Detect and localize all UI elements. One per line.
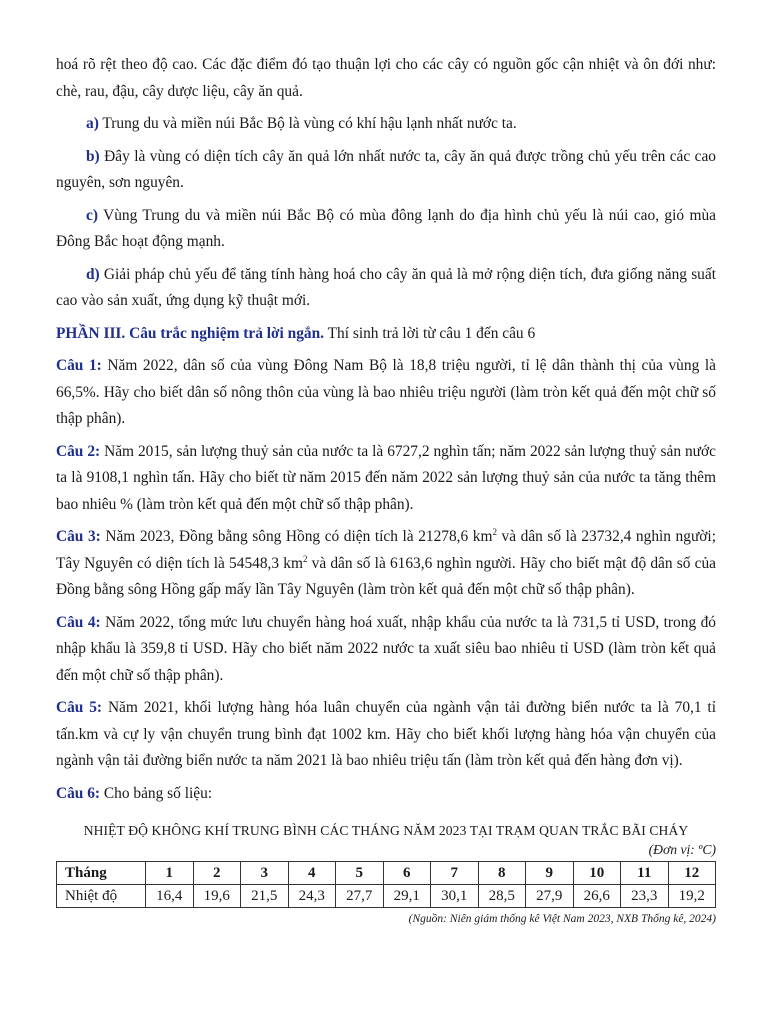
temperature-cell: 27,9 — [526, 885, 574, 908]
month-cell: 1 — [146, 862, 194, 885]
statement-c — [56, 203, 716, 256]
question-6 — [56, 781, 716, 808]
question-2 — [56, 439, 716, 519]
statement-label: d) — [86, 265, 100, 283]
statement-b — [56, 144, 716, 197]
question-5 — [56, 695, 716, 775]
superscript: 2 — [492, 526, 497, 537]
statement-label: b) — [86, 147, 100, 165]
month-cell: 7 — [431, 862, 479, 885]
intro-paragraph: hoá rõ rệt theo độ cao. Các đặc điểm đó tạo thuận lợi cho các cây có nguồn gốc cận nhiệt và ôn đới như: chè, rau, đậu, cây dược liệu, cây ăn quả. — [56, 56, 716, 100]
question-label: Câu 4: — [56, 613, 101, 631]
question-4 — [56, 610, 716, 690]
question-text: Năm 2023, Đồng bằng sông Hồng có diện tích là 21278,6 km — [105, 528, 493, 545]
table-title: NHIỆT ĐỘ KHÔNG KHÍ TRUNG BÌNH CÁC THÁNG NĂM 2023 TẠI TRẠM QUAN TRẮC BÃI CHÁY — [83, 823, 689, 838]
question-text: Năm 2022, tổng mức lưu chuyển hàng hoá xuất, nhập khẩu của nước ta là 731,5 tỉ USD, trong đó nhập khẩu là 359,8 tỉ USD. Hãy cho biết năm 2022 nước ta xuất siêu bao nhiêu tỉ USD (làm tròn kết quả đến một chữ số thập phân). — [56, 613, 716, 684]
statement-text: Vùng Trung du và miền núi Bắc Bộ có mùa đông lạnh do địa hình chủ yếu là núi cao, gió mùa Đông Bắc hoạt động mạnh. — [56, 206, 716, 250]
temperature-cell: 26,6 — [573, 885, 621, 908]
question-label: Câu 5: — [56, 699, 103, 716]
question-text: Cho bảng số liệu: — [103, 784, 213, 802]
temperature-cell: 30,1 — [431, 885, 479, 908]
row-header-month: Tháng — [57, 862, 146, 885]
temperature-table — [56, 861, 716, 908]
table-source: (Nguồn: Niên giám thống kê Việt Nam 2023, NXB Thống kê, 2024) — [408, 913, 716, 925]
statement-a — [56, 111, 716, 138]
month-cell: 6 — [383, 862, 431, 885]
table-unit: (Đơn vị: ºC) — [648, 842, 716, 857]
table-row-temperature — [57, 885, 716, 908]
month-cell: 4 — [288, 862, 336, 885]
month-cell: 3 — [241, 862, 289, 885]
statement-label: a) — [86, 115, 99, 132]
temperature-cell: 29,1 — [383, 885, 431, 908]
statement-d — [56, 262, 716, 315]
month-cell: 11 — [621, 862, 669, 885]
temperature-cell: 27,7 — [336, 885, 384, 908]
month-cell: 9 — [526, 862, 574, 885]
question-text: và dân số là 6163,6 nghìn người. Hãy cho biết mật độ dân số của Đồng bằng sông Hồng gấp mấy lần Tây Nguyên (làm tròn kết quả đến một chữ số thập phân). — [56, 554, 716, 598]
temperature-cell: 16,4 — [146, 885, 194, 908]
document-page — [56, 52, 716, 928]
month-cell: 10 — [573, 862, 621, 885]
month-cell: 5 — [336, 862, 384, 885]
section-heading — [56, 321, 716, 348]
row-header-temperature: Nhiệt độ — [57, 885, 146, 908]
question-text: và dân số là 23732,4 nghìn người; Tây Nguyên có diện tích là 54548,3 km — [56, 528, 716, 572]
superscript: 2 — [302, 553, 308, 564]
question-label: Câu 6: — [56, 784, 101, 802]
question-label: Câu 1: — [56, 357, 102, 374]
question-3 — [56, 524, 716, 604]
month-cell: 12 — [668, 862, 716, 885]
month-cell: 8 — [478, 862, 526, 885]
statement-text: Trung du và miền núi Bắc Bộ là vùng có khí hậu lạnh nhất nước ta. — [102, 115, 517, 132]
question-label: Câu 2: — [56, 442, 101, 460]
statement-label: c) — [86, 206, 98, 224]
question-1 — [56, 353, 716, 433]
question-text: Năm 2021, khối lượng hàng hóa luân chuyển của ngành vận tải đường biển nước ta là 70,1 tỉ tấn.km và cự ly vận chuyển trung bình đạt 1002 km. Hãy cho biết khối lượng hàng hóa vận chuyển của ngành vận tải đường biển nước ta năm 2021 là bao nhiêu triệu tấn (làm tròn kết quả đến hàng đơn vị). — [56, 699, 716, 769]
table-row-months — [57, 862, 716, 885]
temperature-cell: 24,3 — [288, 885, 336, 908]
temperature-cell: 28,5 — [478, 885, 526, 908]
question-label: Câu 3: — [56, 528, 101, 545]
question-text: Năm 2022, dân số của vùng Đông Nam Bộ là 18,8 triệu người, tỉ lệ dân thành thị của vùng là 66,5%. Hãy cho biết dân số nông thôn của vùng là bao nhiêu triệu người (làm tròn kết quả đến một chữ số thập phân). — [56, 357, 716, 427]
temperature-cell: 19,6 — [193, 885, 241, 908]
month-cell: 2 — [193, 862, 241, 885]
statement-text: Giải pháp chủ yếu để tăng tính hàng hoá cho cây ăn quả là mở rộng diện tích, đưa giống năng suất cao vào sản xuất, ứng dụng kỹ thuật mới. — [56, 265, 716, 309]
section-title: PHẦN III. Câu trắc nghiệm trả lời ngắn. — [56, 324, 325, 342]
section-instruction: Thí sinh trả lời từ câu 1 đến câu 6 — [327, 324, 536, 342]
question-text: Năm 2015, sản lượng thuỷ sản của nước ta là 6727,2 nghìn tấn; năm 2022 sản lượng thuỷ sản nước ta là 9108,1 nghìn tấn. Hãy cho biết từ năm 2015 đến năm 2022 sản lượng thuỷ sản của nước ta tăng thêm bao nhiêu % (làm tròn kết quả đến một chữ số thập phân). — [56, 442, 716, 513]
temperature-cell: 23,3 — [621, 885, 669, 908]
statement-text: Đây là vùng có diện tích cây ăn quả lớn nhất nước ta, cây ăn quả được trồng chủ yếu trên các cao nguyên, sơn nguyên. — [56, 147, 716, 191]
temperature-cell: 19,2 — [668, 885, 716, 908]
temperature-cell: 21,5 — [241, 885, 289, 908]
